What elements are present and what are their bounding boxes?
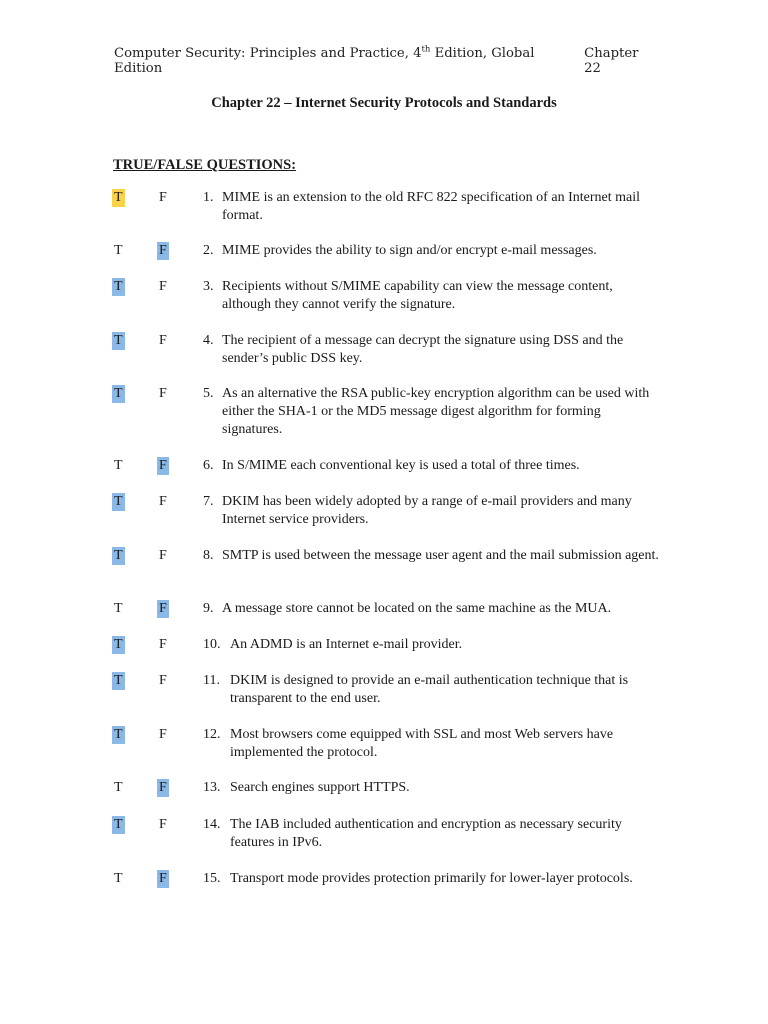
true-option: T [114, 494, 123, 509]
true-option: T [114, 243, 123, 258]
question-number: 13. [203, 780, 221, 795]
true-option: T [114, 333, 123, 348]
question-text: MIME is an extension to the old RFC 822 specification of an Internet mail format. [222, 190, 640, 223]
question-text: Most browsers come equipped with SSL and most Web servers have implemented the protocol. [230, 727, 614, 760]
question-number: 9. [203, 601, 214, 616]
true-option: T [114, 727, 123, 742]
question-text: In S/MIME each conventional key is used a total of three times. [222, 458, 580, 473]
question-number: 4. [203, 333, 214, 348]
true-option: T [114, 190, 123, 205]
false-option: F [159, 548, 167, 563]
question-number: 1. [203, 190, 214, 205]
false-option: F [159, 243, 167, 258]
question-text: DKIM has been widely adopted by a range of e-mail providers and many Internet service providers. [222, 494, 632, 527]
question-number: 11. [203, 673, 220, 688]
question-text: MIME provides the ability to sign and/or encrypt e-mail messages. [222, 243, 597, 258]
header-book-title: Computer Security: Principles and Practice, 4th Edition, Global Edition [114, 44, 535, 76]
false-option: F [159, 333, 167, 348]
question-number: 10. [203, 637, 221, 652]
false-option: F [159, 458, 167, 473]
false-option: F [159, 817, 167, 832]
false-option: F [159, 386, 167, 401]
false-option: F [159, 673, 167, 688]
question-number: 7. [203, 494, 214, 509]
question-text: Search engines support HTTPS. [230, 780, 410, 795]
question-number: 15. [203, 871, 221, 886]
true-option: T [114, 386, 123, 401]
section-heading: TRUE/FALSE QUESTIONS: [113, 157, 297, 173]
question-number: 12. [203, 727, 221, 742]
true-option: T [114, 458, 123, 473]
question-text: An ADMD is an Internet e-mail provider. [230, 637, 463, 652]
true-option: T [114, 780, 123, 795]
true-option: T [114, 279, 123, 294]
question-text: Transport mode provides protection primarily for lower-layer protocols. [230, 871, 633, 886]
question-number: 5. [203, 386, 214, 401]
question-text: Recipients without S/MIME capability can view the message content, although they cannot verify the signature. [222, 279, 613, 312]
false-option: F [159, 190, 167, 205]
true-option: T [114, 673, 123, 688]
question-text: As an alternative the RSA public-key encryption algorithm can be used with either the SHA-1 or the MD5 message digest algorithm for forming signatures. [222, 386, 650, 437]
true-option: T [114, 871, 123, 886]
true-option: T [114, 601, 123, 616]
question-text: The IAB included authentication and encryption as necessary security features in IPv6. [230, 817, 622, 850]
header-chapter: Chapter 22 [584, 46, 639, 76]
false-option: F [159, 780, 167, 795]
false-option: F [159, 279, 167, 294]
chapter-title: Chapter 22 – Internet Security Protocols and Standards [211, 95, 557, 111]
true-option: T [114, 637, 123, 652]
false-option: F [159, 637, 167, 652]
question-text: A message store cannot be located on the same machine as the MUA. [222, 601, 612, 616]
question-number: 14. [203, 817, 221, 832]
true-option: T [114, 548, 123, 563]
false-option: F [159, 494, 167, 509]
running-header [114, 46, 659, 76]
question-number: 3. [203, 279, 214, 294]
false-option: F [159, 727, 167, 742]
question-number: 6. [203, 458, 214, 473]
true-option: T [114, 817, 123, 832]
question-number: 2. [203, 243, 214, 258]
question-text: The recipient of a message can decrypt the signature using DSS and the sender’s public DSS key. [222, 333, 624, 366]
false-option: F [159, 601, 167, 616]
question-number: 8. [203, 548, 214, 563]
false-option: F [159, 871, 167, 886]
question-text: SMTP is used between the message user agent and the mail submission agent. [222, 548, 659, 563]
question-text: DKIM is designed to provide an e-mail authentication technique that is transparent to the end user. [230, 673, 629, 706]
